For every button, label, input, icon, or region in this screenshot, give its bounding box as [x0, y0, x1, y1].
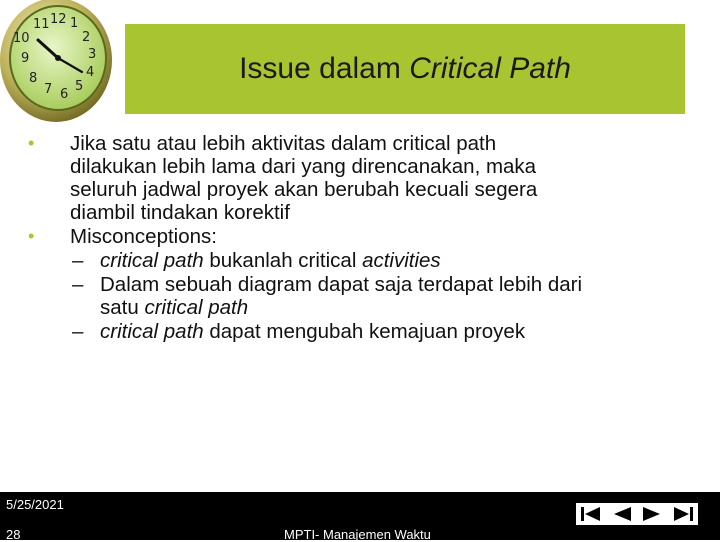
slide-navigation — [576, 503, 698, 525]
subbullet-line: Dalam sebuah diagram dapat saja terdapat lebih dari — [100, 273, 583, 296]
slide-body — [24, 132, 684, 343]
title-emphasis: Critical Path — [409, 52, 571, 85]
dash-icon: – — [72, 273, 84, 296]
slide-title — [125, 24, 685, 114]
svg-text:7: 7 — [44, 82, 53, 97]
svg-text:2: 2 — [82, 30, 91, 45]
subbullet-line: critical path dapat mengubah kemajuan proyek — [100, 320, 526, 343]
slide-number: 28 — [6, 527, 21, 542]
bullet-line: Misconceptions: — [70, 225, 217, 248]
subbullet-line: critical path bukanlah critical activities — [100, 249, 441, 272]
subbullet-item — [24, 273, 684, 319]
svg-text:6: 6 — [60, 87, 69, 102]
next-icon — [642, 506, 662, 522]
svg-text:12: 12 — [50, 12, 67, 27]
previous-slide-button[interactable] — [608, 504, 636, 524]
subbullet-line: satu critical path — [100, 296, 249, 319]
next-slide-button[interactable] — [638, 504, 666, 524]
svg-text:11: 11 — [33, 17, 50, 32]
bullet-line: dilakukan lebih lama dari yang direncanakan, maka — [70, 155, 537, 178]
dash-icon: – — [72, 249, 84, 272]
subbullet-item — [24, 249, 684, 272]
bullet-line: seluruh jadwal proyek akan berubah kecuali segera — [70, 178, 538, 201]
bullet-item — [24, 132, 684, 224]
title-prefix: Issue dalam — [239, 52, 410, 85]
svg-text:5: 5 — [75, 79, 84, 94]
svg-text:8: 8 — [29, 71, 38, 86]
last-slide-button[interactable] — [669, 504, 697, 524]
slide-date: 5/25/2021 — [6, 497, 64, 512]
svg-text:9: 9 — [21, 51, 30, 66]
bullet-item — [24, 225, 684, 248]
clock-icon — [0, 0, 112, 128]
footer-title: MPTI- Manajemen Waktu — [284, 527, 431, 542]
svg-text:10: 10 — [13, 31, 30, 46]
footer-bar — [0, 492, 720, 540]
subbullet-item — [24, 320, 684, 343]
dash-icon: – — [72, 320, 84, 343]
last-icon — [672, 506, 694, 522]
first-slide-button[interactable] — [577, 504, 605, 524]
svg-text:4: 4 — [86, 65, 95, 80]
svg-text:1: 1 — [70, 16, 79, 31]
bullet-icon: • — [28, 133, 35, 153]
bullet-line: diambil tindakan korektif — [70, 201, 290, 224]
first-icon — [580, 506, 602, 522]
bullet-line: Jika satu atau lebih aktivitas dalam critical path — [70, 132, 497, 155]
svg-text:3: 3 — [88, 47, 97, 62]
prev-icon — [612, 506, 632, 522]
bullet-icon: • — [28, 226, 35, 246]
